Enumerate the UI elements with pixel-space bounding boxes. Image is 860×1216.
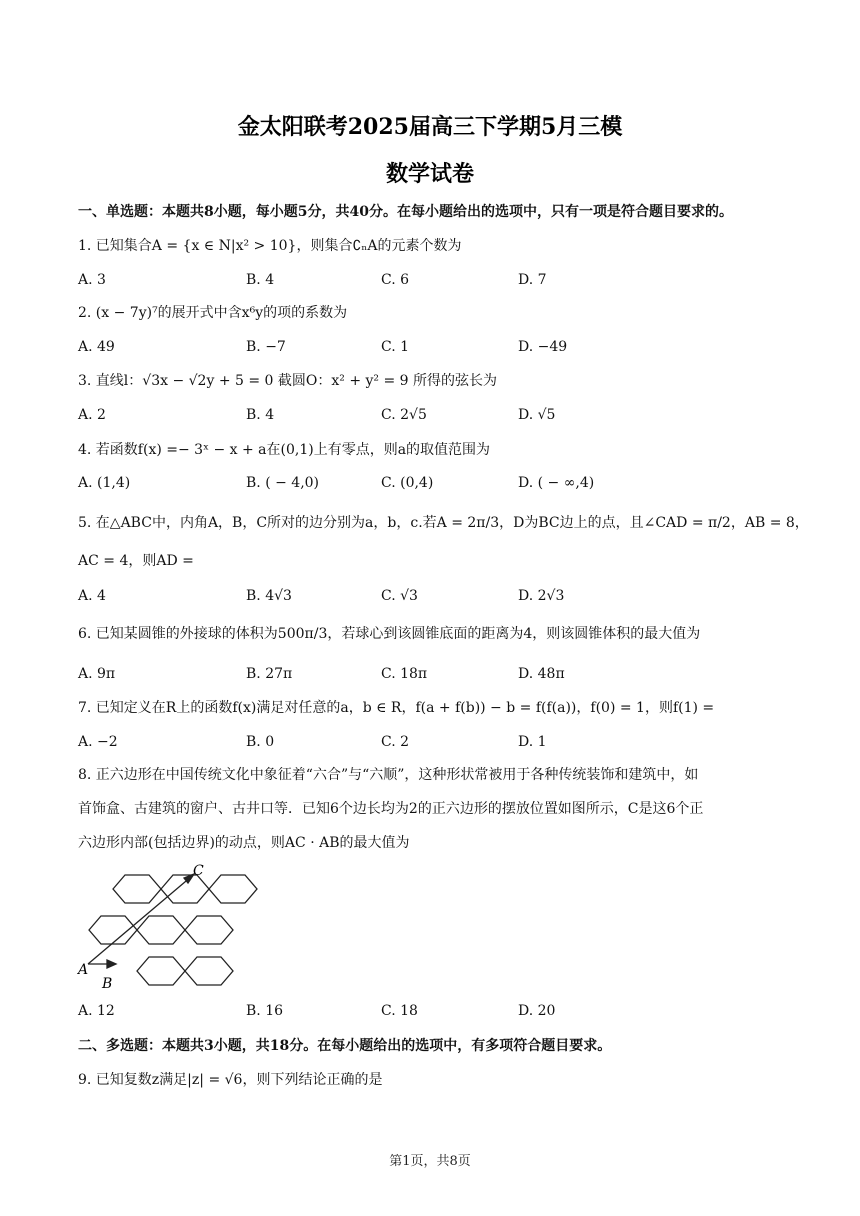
- option-d: D. −49: [518, 339, 568, 355]
- option-a: A. 49: [78, 339, 115, 355]
- option-a: A. 9π: [78, 666, 116, 682]
- question-stem: 2. (x − 7y)⁷的展开式中含x⁶y的项的系数为: [78, 305, 348, 321]
- hexagon: [185, 957, 233, 985]
- hexagon: [137, 957, 185, 985]
- question-stem-continued: AC = 4，则AD =: [78, 553, 194, 569]
- page-footer: 第1页，共8页: [389, 1154, 471, 1169]
- option-a: A. −2: [78, 734, 118, 750]
- option-a: A. 12: [78, 1003, 115, 1019]
- arrowhead: [107, 960, 116, 968]
- hexagon-figure: [76, 858, 276, 993]
- options-row: [78, 586, 798, 606]
- exam-title: 金太阳联考2025届高三下学期5月三模: [237, 114, 623, 140]
- option-d: D. ( − ∞,4): [518, 475, 595, 491]
- point-label-a: A: [78, 962, 89, 978]
- hexagon: [89, 916, 137, 944]
- question-stem: 4. 若函数f(x) =− 3ˣ − x + a在(0,1)上有零点，则a的取值范围为: [78, 442, 491, 458]
- question-stem: 7. 已知定义在R上的函数f(x)满足对任意的a，b ∈ R，f(a + f(b)) − b = f(f(a))，f(0) = 1，则f(1) =: [78, 700, 715, 716]
- option-b: B. 0: [246, 734, 275, 750]
- option-a: A. 4: [78, 588, 106, 604]
- option-c: C. 6: [381, 272, 410, 288]
- option-d: D. 7: [518, 272, 547, 288]
- option-b: B. 4: [246, 407, 275, 423]
- option-a: A. 2: [78, 407, 106, 423]
- point-label-b: B: [102, 976, 113, 992]
- option-d: D. 48π: [518, 666, 565, 682]
- options-row: [78, 1001, 798, 1021]
- option-c: C. √3: [381, 588, 418, 604]
- option-b: B. −7: [246, 339, 286, 355]
- question-stem-continued: 六边形内部(包括边界)的动点，则AC · AB的最大值为: [78, 835, 410, 851]
- question-stem: 3. 直线l：√3x − √2y + 5 = 0 截圆O：x² + y² = 9 所得的弦长为: [78, 373, 498, 389]
- option-b: B. ( − 4,0): [246, 475, 320, 491]
- options-row: [78, 664, 798, 684]
- option-c: C. 18: [381, 1003, 418, 1019]
- hexagon: [185, 916, 233, 944]
- exam-subtitle: 数学试卷: [385, 161, 474, 187]
- option-b: B. 4√3: [246, 588, 292, 604]
- option-a: A. 3: [78, 272, 106, 288]
- option-b: B. 16: [246, 1003, 284, 1019]
- section-heading-multiple-choice: 二、多选题：本题共3小题，共18分。在每小题给出的选项中，有多项符合题目要求。: [78, 1038, 612, 1054]
- question-stem: 8. 正六边形在中国传统文化中象征着“六合”与“六顺”，这种形状常被用于各种传统装饰和建筑中，如: [78, 767, 699, 783]
- option-b: B. 27π: [246, 666, 293, 682]
- option-d: D. 2√3: [518, 588, 565, 604]
- option-d: D. 1: [518, 734, 547, 750]
- option-c: C. 2√5: [381, 407, 427, 423]
- option-c: C. 18π: [381, 666, 428, 682]
- option-c: C. (0,4): [381, 475, 434, 491]
- options-row: [78, 732, 798, 752]
- point-label-c: C: [193, 863, 204, 879]
- hexagon: [113, 875, 161, 903]
- option-a: A. (1,4): [78, 475, 131, 491]
- options-row: [78, 337, 798, 357]
- options-row: [78, 473, 798, 493]
- question-stem: 9. 已知复数z满足|z| = √6，则下列结论正确的是: [78, 1072, 383, 1088]
- question-stem: 5. 在△ABC中，内角A，B，C所对的边分别为a，b，c.若A = 2π/3，D为BC边上的点，且∠CAD = π/2，AB = 8，: [78, 515, 809, 531]
- question-stem-continued: 首饰盒、古建筑的窗户、古井口等．已知6个边长均为2的正六边形的摆放位置如图所示，C是这6个正: [78, 801, 704, 817]
- question-stem: 6. 已知某圆锥的外接球的体积为500π/3，若球心到该圆锥底面的距离为4，则该圆锥体积的最大值为: [78, 626, 701, 642]
- question-stem: 1. 已知集合A = {x ∈ N|x² > 10}，则集合∁ₙA的元素个数为: [78, 238, 462, 254]
- options-row: [78, 270, 798, 290]
- option-c: C. 1: [381, 339, 410, 355]
- options-row: [78, 405, 798, 425]
- option-d: D. 20: [518, 1003, 556, 1019]
- hexagon: [137, 916, 185, 944]
- hexagon: [209, 875, 257, 903]
- section-heading-single-choice: 一、单选题：本题共8小题，每小题5分，共40分。在每小题给出的选项中，只有一项是符合题目要求的。: [78, 204, 733, 220]
- option-d: D. √5: [518, 407, 556, 423]
- option-c: C. 2: [381, 734, 410, 750]
- option-b: B. 4: [246, 272, 275, 288]
